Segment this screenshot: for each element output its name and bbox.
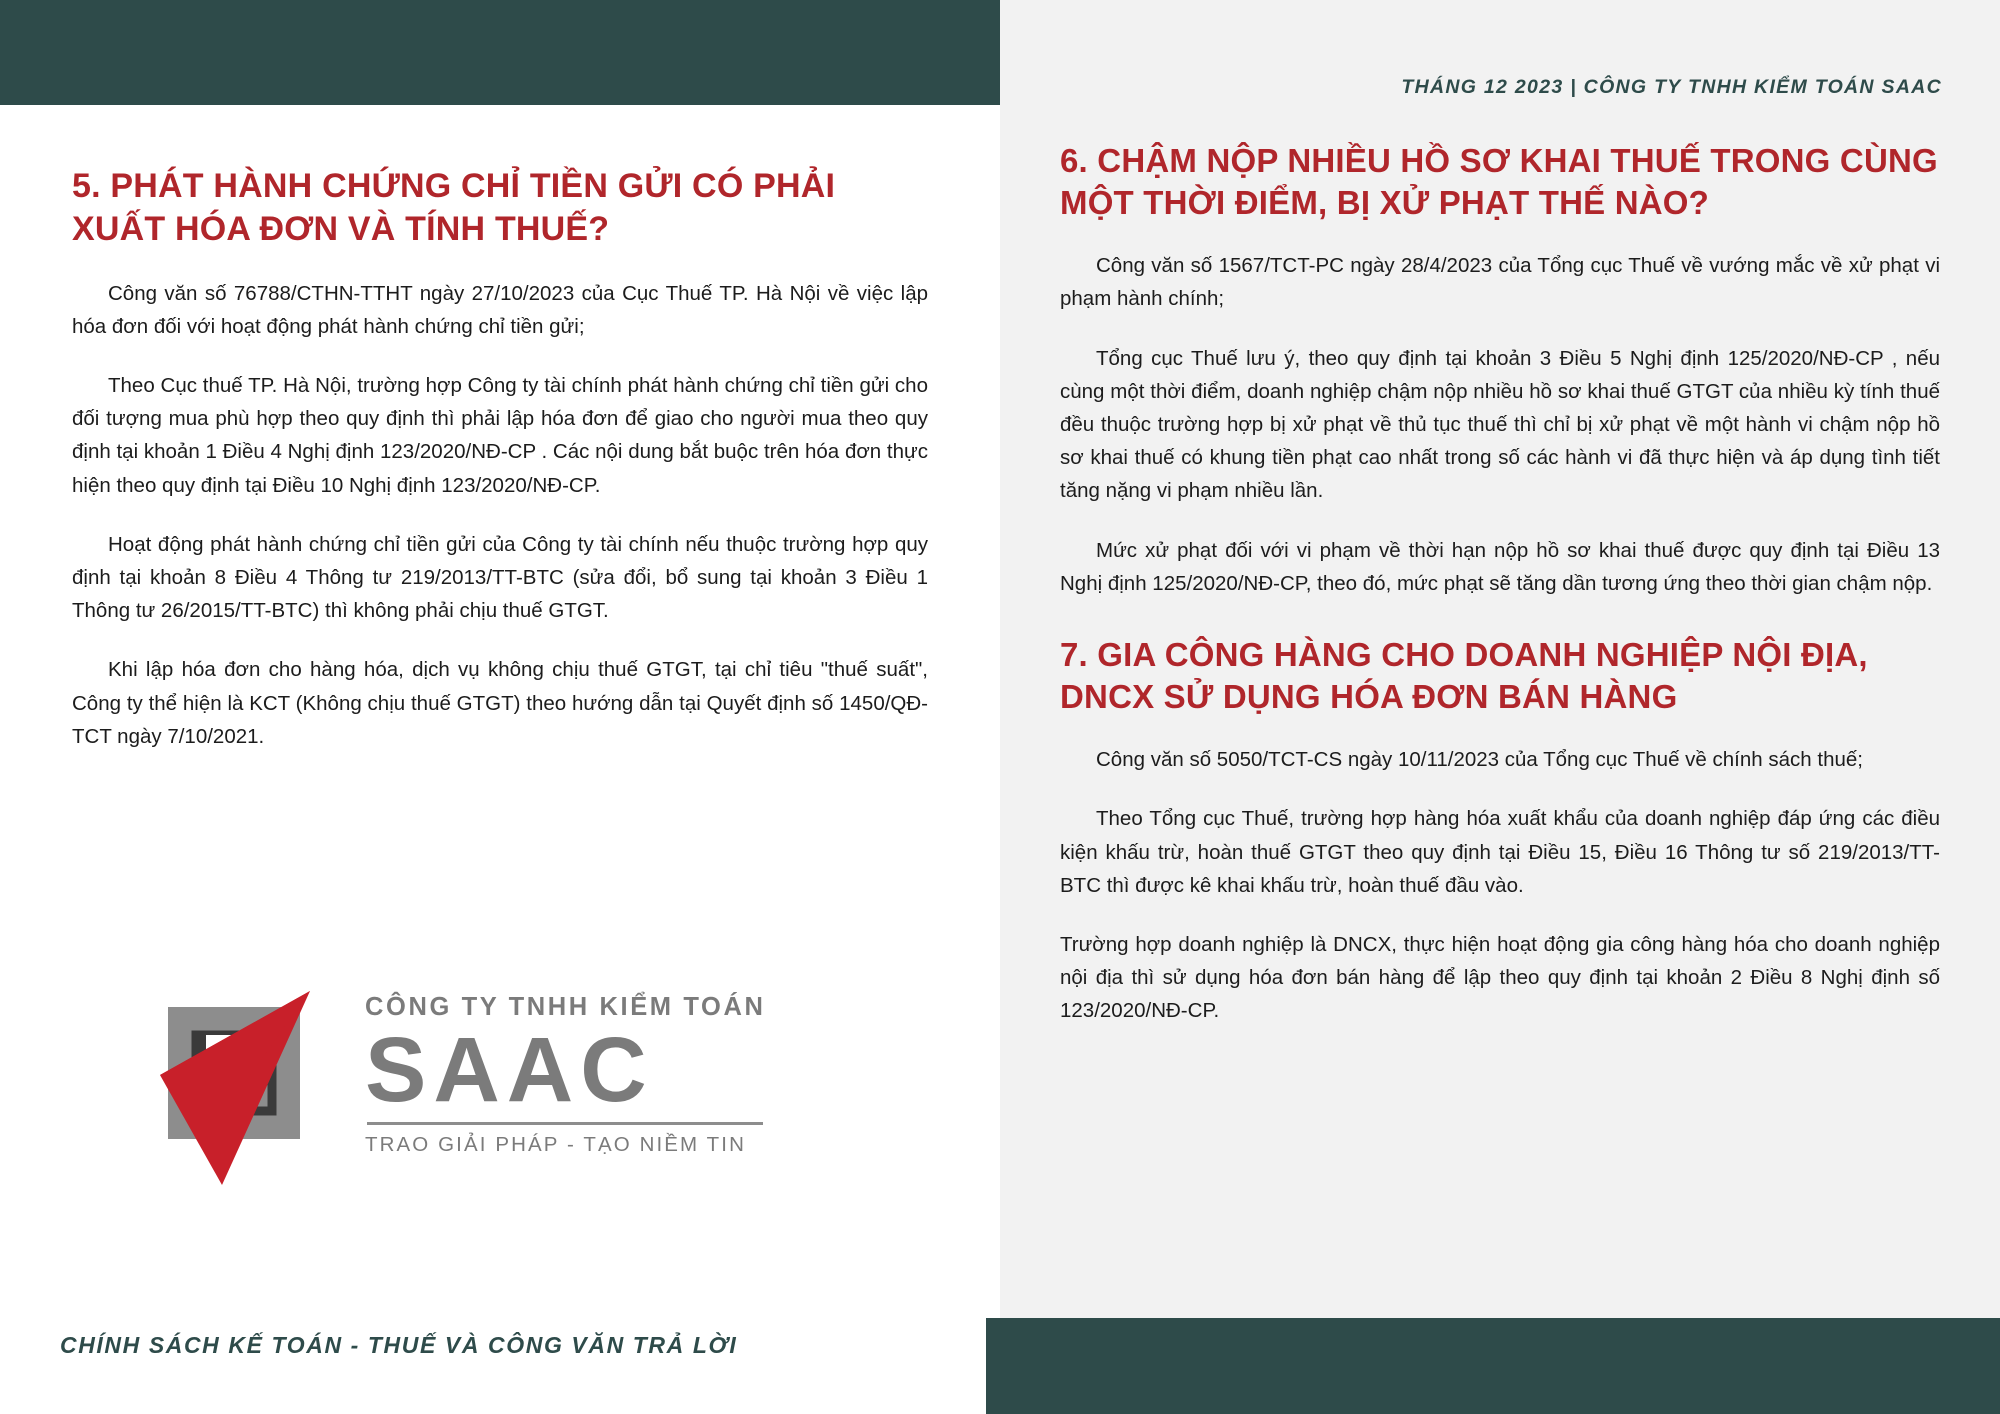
logo-divider: [367, 1122, 763, 1125]
top-left-color-band: [0, 0, 1000, 105]
section-6-title: 6. CHẬM NỘP NHIỀU HỒ SƠ KHAI THUẾ TRONG CÙNG MỘT THỜI ĐIỂM, BỊ XỬ PHẠT THẾ NÀO?: [1060, 142, 1938, 221]
logo-line-slogan: TRAO GIẢI PHÁP - TẠO NIỀM TIN: [365, 1132, 746, 1156]
page-footer: CHÍNH SÁCH KẾ TOÁN - THUẾ VÀ CÔNG VĂN TRẢ LỜI: [60, 1332, 738, 1358]
section-5-paragraph-2: Theo Cục thuế TP. Hà Nội, trường hợp Công ty tài chính phát hành chứng chỉ tiền gửi cho đối tượng mua phù hợp theo quy định thì phải lập hóa đơn để giao cho người mua theo quy định tại khoản 1 Điều 4 Nghị định 123/2020/NĐ-CP . Các nội dung bắt buộc trên hóa đơn thực hiện theo quy định tại Điều 10 Nghị định 123/2020/NĐ-CP.: [72, 374, 928, 497]
section-7-paragraph-2: Theo Tổng cục Thuế, trường hợp hàng hóa xuất khẩu của doanh nghiệp đáp ứng các điều kiện khấu trừ, hoàn thuế GTGT theo quy định tại Điều 15, Điều 16 Thông tư số 219/2013/TT-BTC thì được kê khai khấu trừ, hoàn thuế đầu vào.: [1060, 807, 1940, 897]
left-column: [72, 165, 928, 753]
right-column: [1060, 140, 1940, 1028]
logo-mark-icon: [150, 985, 340, 1185]
section-5-title: 5. PHÁT HÀNH CHỨNG CHỈ TIỀN GỬI CÓ PHẢI XUẤT HÓA ĐƠN VÀ TÍNH THUẾ?: [72, 167, 836, 248]
logo-wordmark: [365, 993, 835, 1157]
logo-line-company: CÔNG TY TNHH KIỂM TOÁN: [365, 993, 766, 1021]
company-logo: [150, 975, 850, 1195]
page-header: THÁNG 12 2023 | CÔNG TY TNHH KIỂM TOÁN SAAC: [1401, 76, 1942, 98]
section-5-paragraph-1: Công văn số 76788/CTHN-TTHT ngày 27/10/2023 của Cục Thuế TP. Hà Nội về việc lập hóa đơn đối với hoạt động phát hành chứng chỉ tiền gửi;: [72, 281, 928, 338]
section-5-paragraph-4: Khi lập hóa đơn cho hàng hóa, dịch vụ không chịu thuế GTGT, tại chỉ tiêu "thuế suất", Công ty thể hiện là KCT (Không chịu thuế GTGT) theo hướng dẫn tại Quyết định số 1450/QĐ-TCT ngày 7/10/2021.: [72, 658, 928, 748]
section-6-paragraph-2: Tổng cục Thuế lưu ý, theo quy định tại khoản 3 Điều 5 Nghị định 125/2020/NĐ-CP , nếu cùng một thời điểm, doanh nghiệp chậm nộp nhiều hồ sơ khai thuế GTGT của nhiều kỳ tính thuế đều thuộc trường hợp bị xử phạt về thủ tục thuế thì chỉ bị xử phạt về một hành vi chậm nộp hồ sơ khai thuế có khung tiền phạt cao nhất trong số các hành vi đã thực hiện và áp dụng tình tiết tăng nặng vi phạm nhiều lần.: [1060, 346, 1940, 503]
logo-line-saac: SAAC: [365, 1019, 654, 1121]
section-6-paragraph-3: Mức xử phạt đối với vi phạm về thời hạn nộp hồ sơ khai thuế được quy định tại Điều 13 Nghị định 125/2020/NĐ-CP, theo đó, mức phạt sẽ tăng dần tương ứng theo thời gian chậm nộp.: [1060, 538, 1940, 595]
section-5-paragraph-3: Hoạt động phát hành chứng chỉ tiền gửi của Công ty tài chính nếu thuộc trường hợp quy định tại khoản 8 Điều 4 Thông tư 219/2013/TT-BTC (sửa đổi, bổ sung tại khoản 3 Điều 1 Thông tư 26/2015/TT-BTC) thì không phải chịu thuế GTGT.: [72, 532, 928, 623]
left-edge-strip: [0, 105, 8, 1396]
bottom-color-band: [986, 1318, 2000, 1414]
section-7-paragraph-1: Công văn số 5050/TCT-CS ngày 10/11/2023 của Tổng cục Thuế về chính sách thuế;: [1096, 748, 1863, 772]
section-6-paragraph-1: Công văn số 1567/TCT-PC ngày 28/4/2023 của Tổng cục Thuế về vướng mắc về xử phạt vi phạm hành chính;: [1060, 254, 1940, 311]
section-7-paragraph-3: Trường hợp doanh nghiệp là DNCX, thực hiện hoạt động gia công hàng hóa cho doanh nghiệp nội địa thì sử dụng hóa đơn bán hàng để lập theo quy định tại khoản 2 Điều 8 Nghị định số 123/2020/NĐ-CP.: [1060, 932, 1940, 1023]
section-7-title: 7. GIA CÔNG HÀNG CHO DOANH NGHIỆP NỘI ĐỊA, DNCX SỬ DỤNG HÓA ĐƠN BÁN HÀNG: [1060, 635, 1868, 715]
